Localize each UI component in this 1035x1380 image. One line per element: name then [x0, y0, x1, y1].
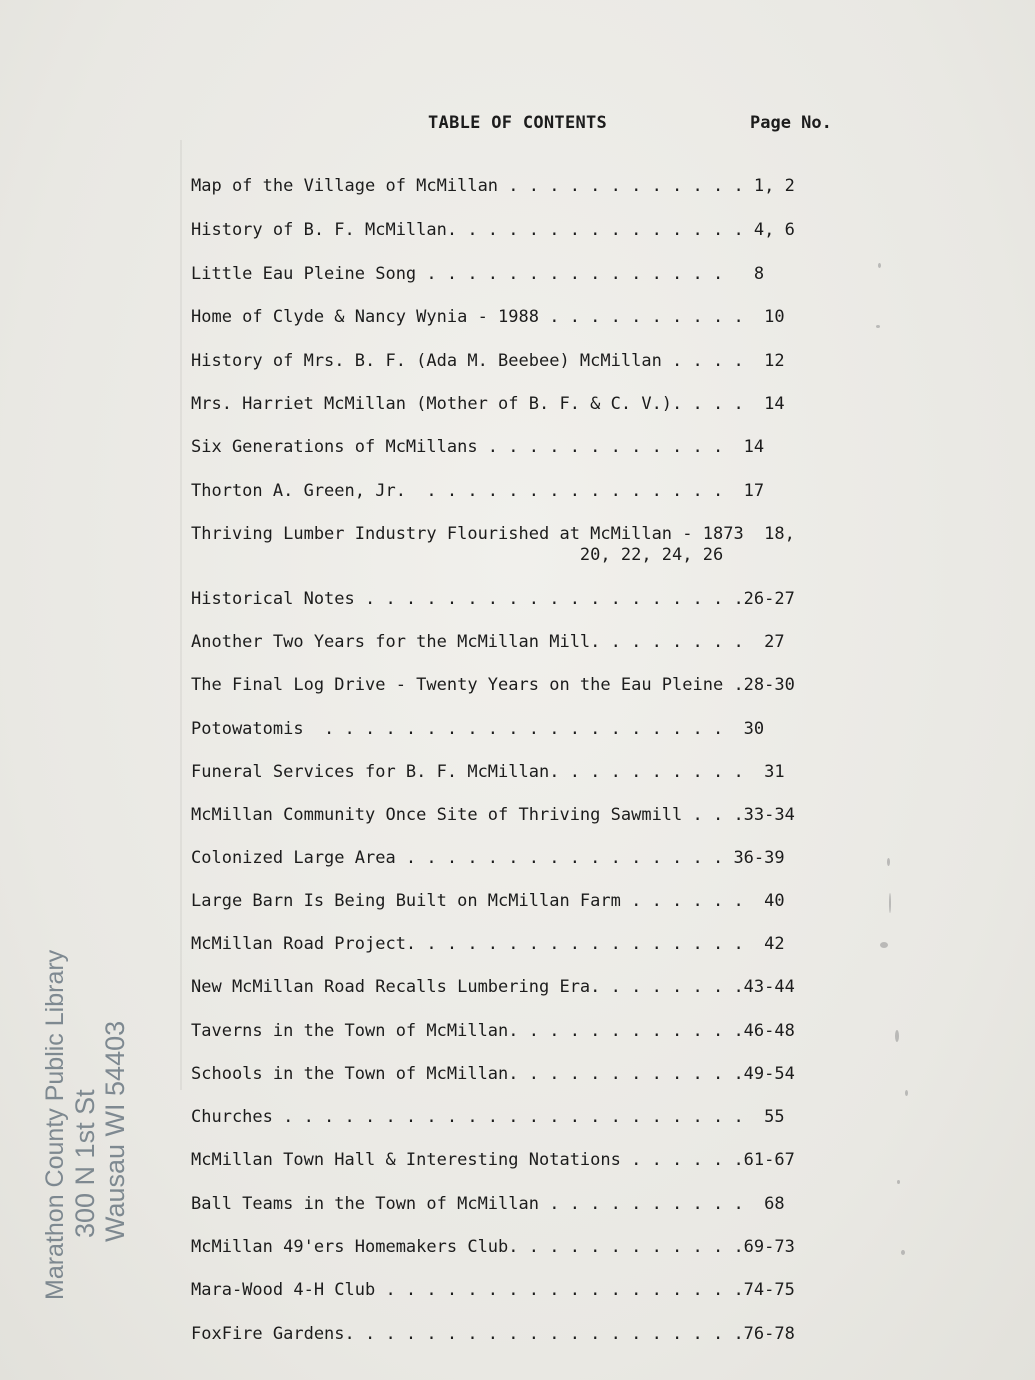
page-title: TABLE OF CONTENTS [428, 113, 608, 133]
paper-speck [876, 325, 880, 328]
paper-speck [897, 1180, 900, 1184]
paper-speck [887, 858, 890, 866]
toc-entry: Home of Clyde & Nancy Wynia - 1988 . . . . . . . . . . 10 [191, 307, 785, 327]
toc-entry: Another Two Years for the McMillan Mill. . . . . . . . 27 [191, 632, 785, 652]
page-number-heading: Page No. [750, 113, 832, 133]
toc-entry: New McMillan Road Recalls Lumbering Era. . . . . . . .43-44 [191, 977, 795, 997]
toc-entry: Thorton A. Green, Jr. . . . . . . . . . . . . . . . 17 [191, 481, 765, 501]
paper-speck [895, 1030, 899, 1042]
toc-entry: History of B. F. McMillan. . . . . . . . . . . . . . . 4, 6 [191, 220, 795, 240]
toc-entry: Schools in the Town of McMillan. . . . . . . . . . . .49-54 [191, 1064, 795, 1084]
toc-entry: Map of the Village of McMillan . . . . . . . . . . . . 1, 2 [191, 176, 795, 196]
toc-entry: Thriving Lumber Industry Flourished at McMillan - 1873 18, [191, 524, 795, 544]
toc-entry: McMillan 49'ers Homemakers Club. . . . . . . . . . . .69-73 [191, 1237, 795, 1257]
toc-entry: McMillan Town Hall & Interesting Notations . . . . . .61-67 [191, 1150, 795, 1170]
toc-entry: Mrs. Harriet McMillan (Mother of B. F. & C. V.). . . . 14 [191, 394, 785, 414]
toc-entry: Mara-Wood 4-H Club . . . . . . . . . . . . . . . . . .74-75 [191, 1280, 795, 1300]
library-stamp [40, 950, 130, 1300]
toc-entry: Little Eau Pleine Song . . . . . . . . . . . . . . . 8 [191, 264, 765, 284]
toc-entry: McMillan Road Project. . . . . . . . . . . . . . . . . 42 [191, 934, 785, 954]
paper-speck [901, 1250, 905, 1255]
toc-entry-continuation: 20, 22, 24, 26 [191, 545, 724, 565]
toc-entry: Six Generations of McMillans . . . . . . . . . . . . 14 [191, 437, 765, 457]
toc-entry: Taverns in the Town of McMillan. . . . . . . . . . . .46-48 [191, 1021, 795, 1041]
toc-entry: McMillan Community Once Site of Thriving Sawmill . . .33-34 [191, 805, 795, 825]
toc-entry: The Final Log Drive - Twenty Years on the Eau Pleine .28-30 [191, 675, 795, 695]
toc-entry: FoxFire Gardens. . . . . . . . . . . . . . . . . . . .76-78 [191, 1324, 795, 1344]
toc-entry: Colonized Large Area . . . . . . . . . . . . . . . . 36-39 [191, 848, 785, 868]
stamp-city: Wausau WI 54403 [100, 1020, 130, 1242]
toc-entry: Large Barn Is Being Built on McMillan Farm . . . . . . 40 [191, 891, 785, 911]
toc-entry: Potowatomis . . . . . . . . . . . . . . . . . . . . 30 [191, 719, 765, 739]
toc-entry: Churches . . . . . . . . . . . . . . . . . . . . . . . 55 [191, 1107, 785, 1127]
paper-speck [905, 1090, 908, 1096]
paper-speck [878, 263, 881, 268]
paper-speck [880, 942, 888, 948]
toc-entry: Historical Notes . . . . . . . . . . . . . . . . . . .26-27 [191, 589, 795, 609]
stamp-library-name: Marathon County Public Library [41, 949, 69, 1300]
stamp-street: 300 N 1st St [70, 1089, 100, 1238]
paper-speck [889, 893, 891, 913]
toc-entry: Ball Teams in the Town of McMillan . . . . . . . . . . 68 [191, 1194, 785, 1214]
toc-entry: History of Mrs. B. F. (Ada M. Beebee) McMillan . . . . 12 [191, 351, 785, 371]
toc-entry: Funeral Services for B. F. McMillan. . . . . . . . . . 31 [191, 762, 785, 782]
